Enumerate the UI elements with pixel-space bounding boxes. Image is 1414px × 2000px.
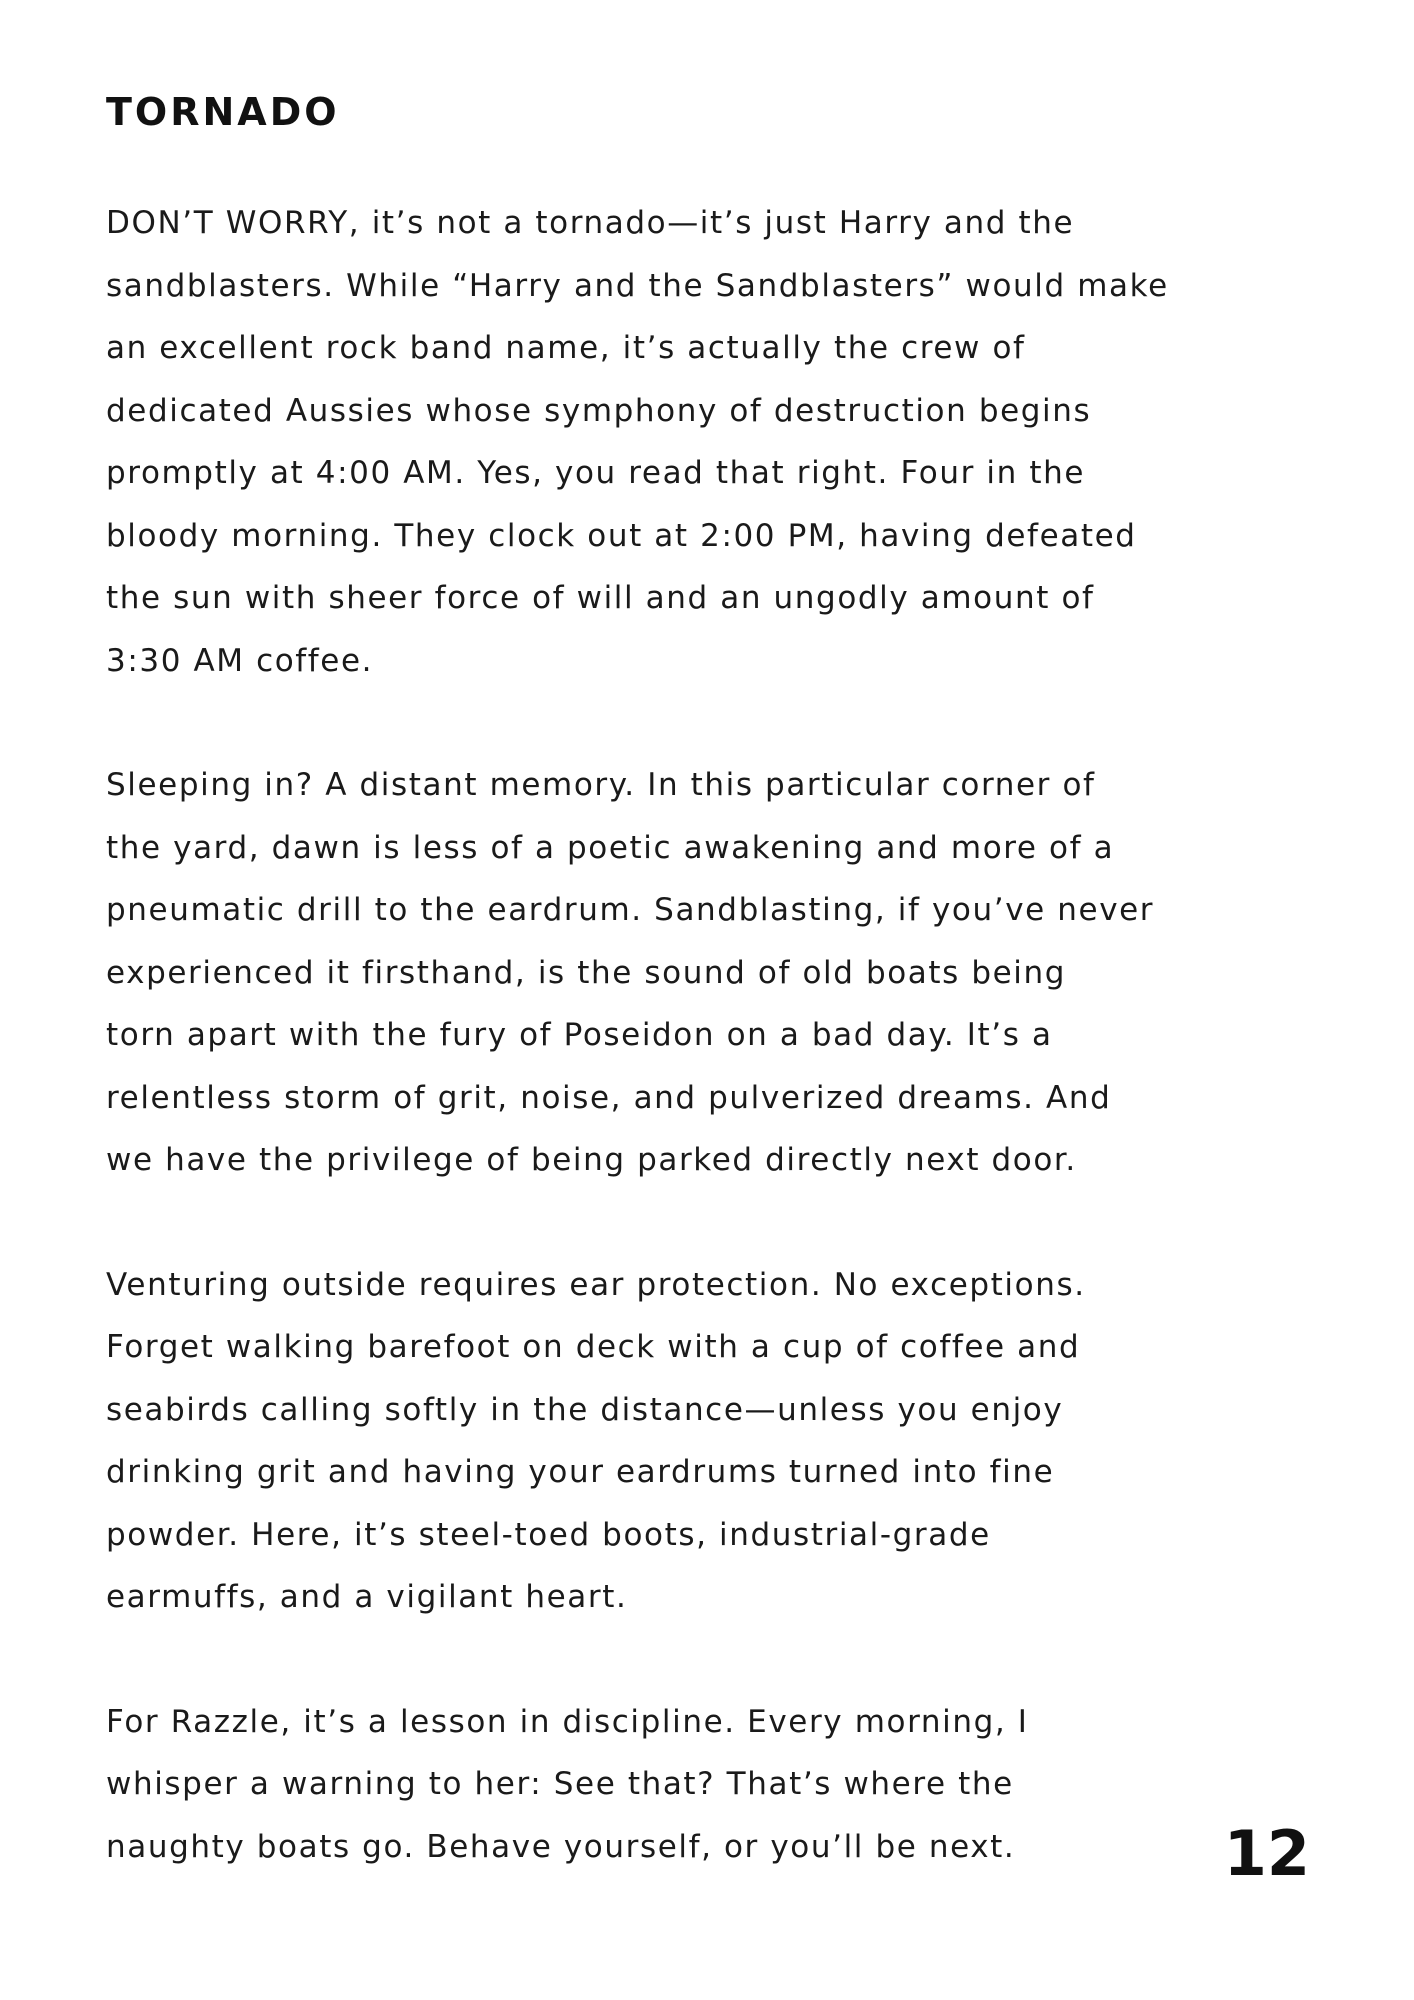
text-line: Forget walking barefoot on deck with a cup of coffee and: [106, 1329, 1081, 1365]
text-line: relentless storm of grit, noise, and pulverized dreams. And: [106, 1079, 1112, 1116]
text-line: naughty boats go. Behave yourself, or you’ll be next.: [106, 1828, 1016, 1865]
paragraph-1: [106, 192, 1306, 692]
text-line: the yard, dawn is less of a poetic awakening and more of a: [106, 829, 1115, 866]
text-line: experienced it firsthand, is the sound of old boats being: [106, 954, 1067, 991]
text-line: an excellent rock band name, it’s actually the crew of: [106, 330, 1026, 366]
text-line: For Razzle, it’s a lesson in discipline. Every morning, I: [106, 1703, 1029, 1740]
page-number: 12: [1223, 1817, 1310, 1890]
text-line: DON’T WORRY, it’s not a tornado—it’s just Harry and the: [106, 205, 1075, 241]
text-line: Sleeping in? A distant memory. In this particular corner of: [106, 767, 1096, 803]
body-text: [106, 192, 1306, 1878]
text-line: earmuffs, and a vigilant heart.: [106, 1579, 628, 1615]
paragraph-3: [106, 1254, 1306, 1629]
page-title: TORNADO: [106, 90, 340, 134]
text-line: bloody morning. They clock out at 2:00 PM, having defeated: [106, 517, 1137, 554]
text-line: 3:30 AM coffee.: [106, 642, 374, 679]
text-line: torn apart with the fury of Poseidon on a bad day. It’s a: [106, 1017, 1053, 1053]
text-line: whisper a warning to her: See that? That’s where the: [106, 1766, 1014, 1802]
text-line: seabirds calling softly in the distance—unless you enjoy: [106, 1391, 1064, 1428]
text-line: the sun with sheer force of will and an ungodly amount of: [106, 580, 1095, 616]
text-line: we have the privilege of being parked directly next door.: [106, 1142, 1077, 1178]
text-line: pneumatic drill to the eardrum. Sandblasting, if you’ve never: [106, 892, 1155, 928]
text-line: powder. Here, it’s steel-toed boots, industrial-grade: [106, 1516, 991, 1553]
text-line: Venturing outside requires ear protection. No exceptions.: [106, 1266, 1086, 1303]
text-line: dedicated Aussies whose symphony of destruction begins: [106, 392, 1092, 429]
text-line: sandblasters. While “Harry and the Sandblasters” would make: [106, 267, 1169, 304]
text-line: drinking grit and having your eardrums turned into fine: [106, 1454, 1055, 1490]
text-line: promptly at 4:00 AM. Yes, you read that right. Four in the: [106, 455, 1085, 491]
paragraph-2: [106, 754, 1306, 1192]
paragraph-4: [106, 1691, 1306, 1879]
